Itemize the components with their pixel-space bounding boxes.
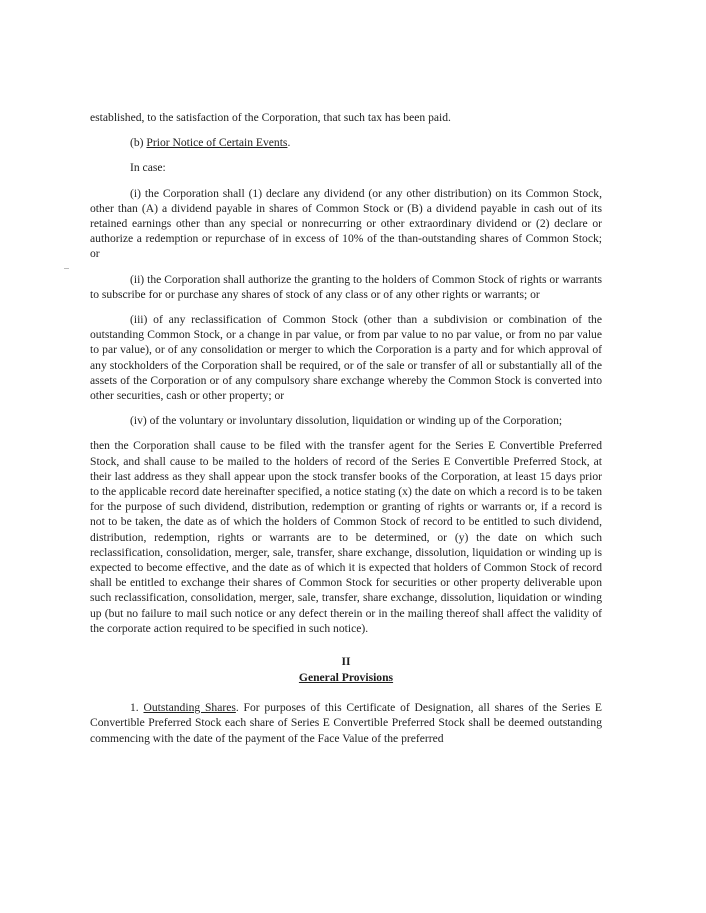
paragraph-clause-iv: (iv) of the voluntary or involuntary dissolution, liquidation or winding up of the Corporation; [130,414,563,428]
paragraph-clause-ii: (ii) the Corporation shall authorize the granting to the holders of Common Stock of rights or warrants to subscribe for or purchase any shares of stock of any class or of any other rights or warrants; or [90,272,602,301]
section-title: General Provisions [298,671,394,685]
paragraph-in-case: In case: [130,161,166,175]
margin-mark [64,268,69,269]
paragraph-clause-iii: (iii) of any reclassification of Common Stock (other than a subdivision or combination of the outstanding Common Stock, or a change in par value, or from par value to no par value, or from no par value to par value), or of any consolidation or merger to which the Corporation is a party and for which approval of any stockholders of the Corporation shall be required, or of the sale or transfer of all or substantially all of the assets of the Corporation or of any compulsory share exchange whereby the Common Stock is converted into other securities, cash or other property; or [90,313,602,403]
prior-notice-suffix: . [287,136,291,150]
paragraph-outstanding-shares [90,700,602,746]
prior-notice-prefix: (b) [130,136,147,150]
section-heading [90,654,602,686]
paragraph-prior-notice-heading [90,135,602,150]
paragraph-notice-obligation: then the Corporation shall cause to be filed with the transfer agent for the Series E Convertible Preferred Stock, and shall cause to be mailed to the holders of record of the Series E Convertible Preferred Stock, at their last address as they shall appear upon the stock transfer books of the Corporation, at least 15 days prior to the applicable record date hereinafter specified, a notice stating (x) the date on which a record is to be taken for the purpose of such dividend, distribution, redemption or granting of rights or warrants or, if a record is not to be taken, the date as of which the holders of Common Stock of record to be entitled to such dividend, distribution, redemption, rights or warrants are to be determined, or (y) the date on which such reclassification, consolidation, merger, sale, transfer, share exchange, dissolution, liquidation or winding up is expected to become effective, and the date as of which it is expected that holders of Common Stock of record shall be entitled to exchange their shares of Common Stock for securities or other property deliverable upon such reclassification, consolidation, merger, sale, transfer, share exchange, dissolution, liquidation or winding up (but no failure to mail such notice or any defect therein or in the mailing thereof shall affect the validity of the corporate action required to be specified in such notice). [90,439,602,635]
item-body: . For purposes of this Certificate of Designation, all shares of the Series E Convertible Preferred Stock each share of Series E Convertible Preferred Stock shall be deemed outstanding commencing with the date of the payment of the Face Value of the preferred [90,701,602,745]
item-number: 1. [130,701,144,715]
prior-notice-title: Prior Notice of Certain Events [146,136,288,150]
document-body [90,110,602,756]
section-number: II [341,655,351,669]
paragraph-tax-paid: established, to the satisfaction of the Corporation, that such tax has been paid. [90,111,451,124]
paragraph-clause-i: (i) the Corporation shall (1) declare any dividend (or any other distribution) on its Common Stock, other than (A) a dividend payable in shares of Common Stock or (B) a dividend payable in cash out of its retained earnings other than any special or nonrecurring or other extraordinary dividend or (2) declare or authorize a redemption or repurchase of in excess of 10% of the than-outstanding shares of Common Stock; or [90,186,602,261]
item-title: Outstanding Shares [143,701,236,715]
